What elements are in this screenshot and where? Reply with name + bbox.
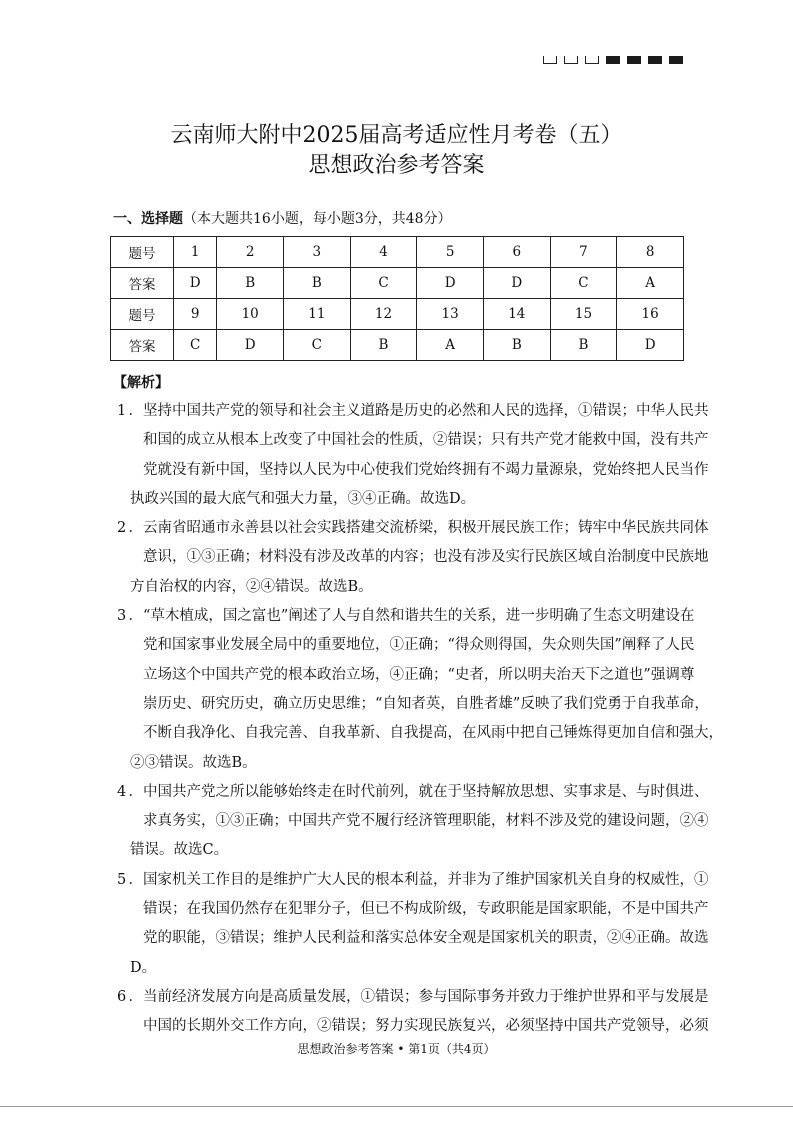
line-text: 立场这个中国共产党的根本政治立场，④正确；“史者，所以明夫治天下之道也”强调尊 — [143, 666, 695, 683]
page-title: 云南师大附中2025届高考适应性月考卷（五） — [170, 123, 623, 148]
line-text: 党就没有新中国，坚持以人民为中心使我们党始终拥有不竭力量源泉，党始终把人民当作 — [143, 461, 709, 478]
analysis-item — [117, 778, 709, 866]
item-number: 6． — [117, 988, 143, 1005]
row-header-cell: 题号 — [111, 237, 174, 268]
analysis-line — [117, 543, 709, 572]
table-cell: 14 — [483, 299, 550, 330]
table-cell: D — [617, 330, 684, 361]
line-text: 云南省昭通市永善县以社会实践搭建交流桥梁，积极开展民族工作；铸牢中华民族共同体 — [143, 520, 709, 537]
table-cell: 4 — [350, 237, 417, 268]
row-header-cell: 答案 — [111, 330, 174, 361]
mark-filled — [669, 56, 683, 64]
table-row — [111, 299, 684, 330]
analysis-line — [117, 1012, 709, 1041]
item-number: 4． — [117, 783, 143, 800]
line-text: 不断自我净化、自我完善、自我革新、自我提高，在风雨中把自己锤炼得更加自信和强大， — [143, 725, 723, 742]
line-text: 错误；在我国仍然存在犯罪分子，但已不构成阶级，专政职能是国家职能，不是中国共产 — [143, 901, 709, 918]
analysis-line — [117, 661, 695, 690]
table-cell: 2 — [217, 237, 284, 268]
analysis-line — [117, 573, 683, 602]
table-cell: D — [483, 268, 550, 299]
analysis-list — [117, 397, 723, 1042]
section-heading — [113, 208, 452, 228]
mark-outline — [543, 56, 557, 64]
table-cell: 12 — [350, 299, 417, 330]
table-cell: 3 — [284, 237, 351, 268]
table-cell: 10 — [217, 299, 284, 330]
section-note: （本大题共16小题，每小题3分，共48分） — [183, 211, 452, 227]
line-text: 坚持中国共产党的领导和社会主义道路是历史的必然和人民的选择，①错误；中华人民共 — [143, 403, 709, 419]
analysis-item — [117, 602, 723, 778]
analysis-item — [117, 866, 709, 983]
table-cell: B — [284, 268, 351, 299]
table-cell: A — [417, 330, 484, 361]
item-number: 3． — [117, 608, 143, 625]
table-cell: 6 — [483, 237, 550, 268]
mark-filled — [627, 56, 641, 64]
table-cell: 11 — [284, 299, 351, 330]
analysis-item — [117, 983, 709, 1042]
analysis-heading: 【解析】 — [113, 375, 169, 391]
registration-marks — [543, 56, 683, 64]
analysis-line — [117, 602, 695, 631]
line-text: 党的职能，③错误；维护人民利益和落实总体安全观是国家机关的职责，②④正确。故选 — [143, 930, 709, 947]
table-cell: 7 — [550, 237, 617, 268]
analysis-line — [117, 954, 683, 983]
line-text: ②③错误。故选B。 — [130, 754, 257, 771]
mark-filled — [606, 56, 620, 64]
line-text: 方自治权的内容，②④错误。故选B。 — [130, 578, 373, 595]
line-text: 崇历史、研究历史，确立历史思维；“自知者英，自胜者雄”反映了我们党勇于自我革命， — [143, 695, 709, 712]
table-row — [111, 330, 684, 361]
table-cell: 15 — [550, 299, 617, 330]
table-cell: D — [217, 330, 284, 361]
analysis-line — [117, 778, 709, 807]
line-text: 当前经济发展方向是高质量发展，①错误；参与国际事务并致力于维护世界和平与发展是 — [143, 988, 709, 1005]
item-number: 1． — [117, 403, 143, 419]
line-text: 中国共产党之所以能够始终走在时代前列，就在于坚持解放思想、实事求是、与时俱进、 — [143, 783, 709, 800]
mark-filled — [648, 56, 662, 64]
table-cell: 1 — [174, 237, 217, 268]
row-header-cell: 题号 — [111, 299, 174, 330]
page-subtitle: 思想政治参考答案 — [308, 153, 485, 178]
table-cell: C — [550, 268, 617, 299]
table-cell: B — [350, 330, 417, 361]
table-row — [111, 237, 684, 268]
analysis-line — [117, 924, 709, 953]
line-text: 求真务实，①③正确；中国共产党不履行经济管理职能，材料不涉及党的建设问题，②④ — [143, 813, 709, 830]
analysis-line — [117, 895, 709, 924]
line-text: 中国的长期外交工作方向，②错误；努力实现民族复兴，必须坚持中国共产党领导，必须 — [143, 1018, 709, 1035]
mark-outline — [585, 56, 599, 64]
analysis-line — [117, 397, 709, 426]
page-footer: 思想政治参考答案 • 第1页（共4页） — [297, 1042, 496, 1056]
line-text: 意识，①③正确；材料没有涉及改革的内容；也没有涉及实行民族区域自治制度中民族地 — [143, 549, 709, 566]
analysis-line — [117, 485, 683, 514]
analysis-item — [117, 514, 709, 602]
table-cell: D — [174, 268, 217, 299]
answer-table — [110, 236, 684, 361]
analysis-line — [117, 426, 709, 455]
analysis-line — [117, 836, 683, 865]
table-cell: 13 — [417, 299, 484, 330]
line-text: 党和国家事业发展全局中的重要地位，①正确；“得众则得国，失众则失国”阐释了人民 — [143, 637, 695, 654]
analysis-line — [117, 719, 723, 748]
analysis-line — [117, 983, 709, 1012]
table-cell: C — [284, 330, 351, 361]
analysis-line — [117, 749, 683, 778]
table-row — [111, 268, 684, 299]
table-cell: 5 — [417, 237, 484, 268]
table-cell: C — [350, 268, 417, 299]
line-text: 国家机关工作目的是维护广大人民的根本利益，并非为了维护国家机关自身的权威性，① — [143, 871, 709, 888]
analysis-item — [117, 397, 709, 514]
table-cell: D — [417, 268, 484, 299]
analysis-line — [117, 807, 709, 836]
table-cell: 16 — [617, 299, 684, 330]
line-text: D。 — [130, 959, 157, 976]
table-cell: A — [617, 268, 684, 299]
line-text: 执政兴国的最大底气和强大力量，③④正确。故选D。 — [130, 490, 476, 507]
analysis-line — [117, 514, 709, 543]
bottom-rule — [0, 1106, 793, 1107]
line-text: “草木植成，国之富也”阐述了人与自然和谐共生的关系，进一步明确了生态文明建设在 — [143, 608, 695, 625]
table-cell: 9 — [174, 299, 217, 330]
table-cell: 8 — [617, 237, 684, 268]
table-cell: C — [174, 330, 217, 361]
analysis-line — [117, 866, 709, 895]
analysis-line — [117, 690, 709, 719]
line-text: 和国的成立从根本上改变了中国社会的性质，②错误；只有共产党才能救中国，没有共产 — [143, 432, 709, 449]
mark-outline — [564, 56, 578, 64]
line-text: 错误。故选C。 — [130, 842, 229, 859]
table-cell: B — [483, 330, 550, 361]
table-cell: B — [550, 330, 617, 361]
section-label: 一、选择题 — [113, 211, 183, 227]
analysis-line — [117, 631, 695, 660]
item-number: 5． — [117, 871, 143, 888]
row-header-cell: 答案 — [111, 268, 174, 299]
analysis-line — [117, 456, 709, 485]
table-cell: B — [217, 268, 284, 299]
item-number: 2． — [117, 520, 143, 537]
